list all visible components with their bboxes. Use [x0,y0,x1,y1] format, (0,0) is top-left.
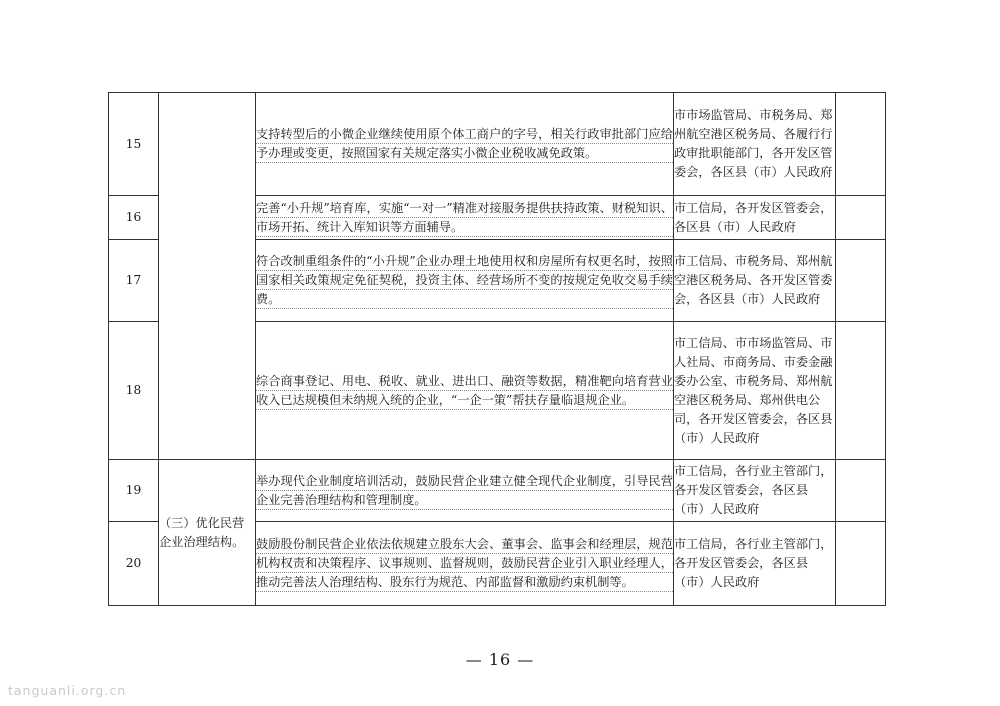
row-number: 15 [109,93,159,196]
measure-text: 符合改制重组条件的“小升规”企业办理土地使用权和房屋所有权更名时，按照国家相关政策规定免征契税，投资主体、经营场所不变的按规定免收交易手续费。 [256,254,673,306]
ruling-line [256,553,673,554]
department-cell [674,240,836,322]
measure-text: 举办现代企业制度培训活动，鼓励民营企业建立健全现代企业制度，引导民营企业完善治理结构和管理制度。 [256,473,673,507]
department-text: 市工信局、市税务局、郑州航空港区税务局、各开发区管委会，各区县（市）人民政府 [674,254,833,306]
measure-text: 完善“小升规”培育库，实施“一对一”精准对接服务提供扶持政策、财税知识、市场开拓、统计入库知识等方面辅导。 [256,200,673,234]
department-cell [674,322,836,460]
note-cell [836,196,886,240]
row-number: 18 [109,322,159,460]
department-text: 市工信局，各行业主管部门，各开发区管委会，各区县（市）人民政府 [674,464,833,516]
department-cell [674,196,836,240]
ruling-line [256,289,673,290]
ruling-line [256,390,673,391]
row-number: 20 [109,522,159,606]
note-cell [836,240,886,322]
row-number: 17 [109,240,159,322]
department-text: 市工信局、市市场监管局、市人社局、市商务局、市委金融委办公室、市税务局、郑州航空港区税务局、郑州供电公司，各开发区管委会，各区县（市）人民政府 [674,335,833,445]
table-row [109,460,886,522]
ruling-line [256,409,673,410]
category-cell [159,460,256,606]
measure-cell [256,240,674,322]
measure-cell [256,460,674,522]
ruling-line [256,217,673,218]
ruling-line [256,572,673,573]
measure-text: 鼓励股份制民营企业依法依规建立股东大会、董事会、监事会和经理层，规范机构权责和决策程序、议事规则、监督规则，鼓励民营企业引入职业经理人，推动完善法人治理结构、股东行为规范、内部监督和激励约束机制等。 [256,537,673,589]
measure-text: 综合商事登记、用电、税收、就业、进出口、融资等数据，精准靶向培育营业收入已达规模但未纳规入统的企业，“一企一策”帮扶存量临退规企业。 [256,373,673,407]
ruling-line [256,162,673,163]
note-cell [836,522,886,606]
ruling-line [256,308,673,309]
ruling-line [256,490,673,491]
department-cell [674,522,836,606]
department-cell [674,460,836,522]
ruling-line [256,509,673,510]
policy-table [108,92,886,606]
table-row [109,93,886,196]
measure-cell [256,322,674,460]
page-number: — 16 — [465,650,535,669]
department-text: 市工信局，各开发区管委会，各区县（市）人民政府 [674,200,833,234]
measure-text: 支持转型后的小微企业继续使用原个体工商户的字号，相关行政审批部门应给予办理或变更，按照国家有关规定落实小微企业税收减免政策。 [256,127,673,160]
watermark: tanguanli.org.cn [8,683,127,698]
measure-cell [256,196,674,240]
row-number: 16 [109,196,159,240]
note-cell [836,322,886,460]
department-text: 市工信局，各行业主管部门，各开发区管委会，各区县（市）人民政府 [674,537,833,589]
ruling-line [256,236,673,237]
note-cell [836,93,886,196]
measure-cell [256,522,674,606]
ruling-line [256,591,673,592]
measure-cell [256,93,674,196]
category-cell [159,93,256,460]
category-text: （三）优化民营企业治理结构。 [159,515,245,549]
note-cell [836,460,886,522]
ruling-line [256,270,673,271]
ruling-line [256,143,673,144]
row-number: 19 [109,460,159,522]
department-text: 市市场监管局、市税务局、郑州航空港区税务局、各履行行政审批职能部门，各开发区管委会，各区县（市）人民政府 [674,108,833,179]
department-cell [674,93,836,196]
